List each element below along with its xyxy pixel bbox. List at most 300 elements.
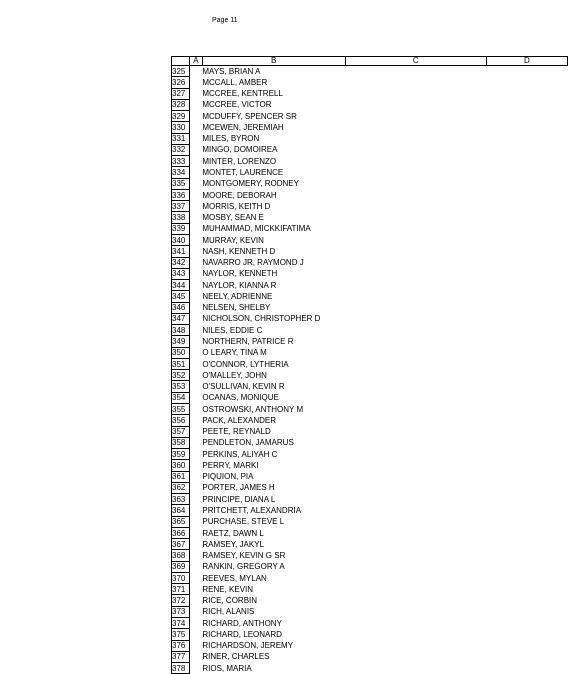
name-cell[interactable]: MCCALL, AMBER: [202, 77, 268, 87]
row-number[interactable]: 363: [172, 494, 190, 505]
cell-c[interactable]: [345, 516, 486, 527]
cell-a[interactable]: [189, 527, 202, 538]
name-cell[interactable]: NAYLOR, KIANNA R: [202, 280, 277, 290]
name-cell[interactable]: RANKIN, GREGORY A: [202, 562, 285, 572]
cell-d[interactable]: [486, 111, 567, 122]
cell-c[interactable]: [345, 539, 486, 550]
cell-d[interactable]: [486, 99, 567, 110]
name-cell[interactable]: RICHARD, LEONARD: [202, 629, 282, 639]
cell-a[interactable]: [189, 201, 202, 212]
name-cell[interactable]: OCANAS, MONIQUE: [202, 393, 279, 403]
cell-d[interactable]: [486, 122, 567, 133]
cell-c[interactable]: [345, 606, 486, 617]
row-number[interactable]: 371: [172, 584, 190, 595]
row-number[interactable]: 335: [172, 178, 190, 189]
name-cell[interactable]: MONTET, LAURENCE: [202, 168, 284, 178]
name-cell[interactable]: PACK, ALEXANDER: [202, 415, 277, 425]
cell-d[interactable]: [486, 325, 567, 336]
cell-c[interactable]: [345, 561, 486, 572]
name-cell[interactable]: PERRY, MARKI: [202, 460, 259, 470]
cell-c[interactable]: [345, 550, 486, 561]
row-number[interactable]: 374: [172, 618, 190, 629]
cell-c[interactable]: [345, 133, 486, 144]
table-row: [172, 358, 568, 369]
cell-d[interactable]: [486, 291, 567, 302]
cell-c[interactable]: [345, 234, 486, 245]
cell-c[interactable]: [345, 144, 486, 155]
row-number[interactable]: 353: [172, 381, 190, 392]
name-cell[interactable]: MCEWEN, JEREMIAH: [202, 122, 284, 132]
cell-c[interactable]: [345, 460, 486, 471]
table-row: [172, 381, 568, 392]
cell-a[interactable]: [189, 66, 202, 77]
table-row: [172, 584, 568, 595]
table-row: [172, 313, 568, 324]
table-row: [172, 99, 568, 110]
cell-d[interactable]: [486, 494, 567, 505]
column-header-a[interactable]: A: [189, 57, 202, 66]
cell-c[interactable]: [345, 280, 486, 291]
name-cell[interactable]: MORRIS, KEITH D: [202, 201, 271, 211]
cell-d[interactable]: [486, 313, 567, 324]
table-row: [172, 178, 568, 189]
name-cell[interactable]: NASH, KENNETH D: [202, 246, 276, 256]
cell-a[interactable]: [189, 381, 202, 392]
cell-d[interactable]: [486, 178, 567, 189]
cell-c[interactable]: [345, 494, 486, 505]
name-cell[interactable]: MCCREE, KENTRELL: [202, 89, 283, 99]
cell-a[interactable]: [189, 584, 202, 595]
cell-a[interactable]: [189, 77, 202, 88]
cell-c[interactable]: [345, 313, 486, 324]
row-number[interactable]: 327: [172, 88, 190, 99]
cell-a[interactable]: [189, 111, 202, 122]
cell-d[interactable]: [486, 392, 567, 403]
name-cell[interactable]: PORTER, JAMES H: [202, 483, 275, 493]
cell-c[interactable]: [345, 201, 486, 212]
name-cell[interactable]: O'MALLEY, JOHN: [202, 370, 267, 380]
cell-d[interactable]: [486, 651, 567, 662]
cell-c[interactable]: [345, 268, 486, 279]
table-row: [172, 133, 568, 144]
name-cell[interactable]: MOORE, DEBORAH: [202, 190, 277, 200]
cell-c[interactable]: [345, 505, 486, 516]
table-row: [172, 505, 568, 516]
table-row: [172, 426, 568, 437]
name-cell[interactable]: NICHOLSON, CHRISTOPHER D: [202, 314, 321, 324]
table-row: [172, 595, 568, 606]
cell-a[interactable]: [189, 291, 202, 302]
row-number[interactable]: 372: [172, 595, 190, 606]
row-number[interactable]: 356: [172, 415, 190, 426]
name-cell[interactable]: MAYS, BRIAN A: [202, 66, 261, 76]
cell-a[interactable]: [189, 482, 202, 493]
cell-a[interactable]: [189, 618, 202, 629]
cell-d[interactable]: [486, 460, 567, 471]
cell-c[interactable]: [345, 426, 486, 437]
row-number[interactable]: 361: [172, 471, 190, 482]
name-cell[interactable]: MOSBY, SEAN E: [202, 213, 265, 223]
table-row: [172, 539, 568, 550]
cell-c[interactable]: [345, 291, 486, 302]
row-number[interactable]: 334: [172, 167, 190, 178]
cell-a[interactable]: [189, 133, 202, 144]
cell-d[interactable]: [486, 358, 567, 369]
spreadsheet-table: [171, 56, 568, 674]
cell-a[interactable]: [189, 212, 202, 223]
row-number[interactable]: 367: [172, 539, 190, 550]
cell-d[interactable]: [486, 370, 567, 381]
cell-a[interactable]: [189, 606, 202, 617]
cell-c[interactable]: [345, 640, 486, 651]
row-number[interactable]: 325: [172, 66, 190, 77]
cell-c[interactable]: [345, 572, 486, 583]
name-cell[interactable]: NEELY, ADRIENNE: [202, 291, 273, 301]
name-cell[interactable]: RIOS, MARIA: [202, 663, 252, 673]
cell-a[interactable]: [189, 223, 202, 234]
table-row: [172, 651, 568, 662]
cell-c[interactable]: [345, 663, 486, 674]
cell-c[interactable]: [345, 167, 486, 178]
cell-d[interactable]: [486, 268, 567, 279]
row-number[interactable]: 332: [172, 144, 190, 155]
row-number[interactable]: 329: [172, 111, 190, 122]
row-number[interactable]: 328: [172, 99, 190, 110]
cell-a[interactable]: [189, 460, 202, 471]
cell-c[interactable]: [345, 223, 486, 234]
cell-d[interactable]: [486, 167, 567, 178]
cell-c[interactable]: [345, 392, 486, 403]
cell-c[interactable]: [345, 336, 486, 347]
cell-a[interactable]: [189, 189, 202, 200]
name-cell[interactable]: MUHAMMAD, MICKKIFATIMA: [202, 224, 311, 234]
cell-a[interactable]: [189, 167, 202, 178]
cell-d[interactable]: [486, 505, 567, 516]
cell-c[interactable]: [345, 325, 486, 336]
row-number[interactable]: 355: [172, 403, 190, 414]
name-cell[interactable]: RAETZ, DAWN L: [202, 528, 264, 538]
cell-a[interactable]: [189, 178, 202, 189]
table-row: [172, 527, 568, 538]
cell-a[interactable]: [189, 325, 202, 336]
cell-c[interactable]: [345, 99, 486, 110]
cell-c[interactable]: [345, 449, 486, 460]
cell-c[interactable]: [345, 584, 486, 595]
cell-d[interactable]: [486, 144, 567, 155]
cell-d[interactable]: [486, 415, 567, 426]
row-number[interactable]: 339: [172, 223, 190, 234]
cell-a[interactable]: [189, 629, 202, 640]
cell-a[interactable]: [189, 595, 202, 606]
cell-a[interactable]: [189, 516, 202, 527]
name-cell[interactable]: NORTHERN, PATRICE R: [202, 337, 294, 346]
table-row: [172, 156, 568, 167]
name-cell[interactable]: MILES, BYRON: [202, 134, 260, 144]
name-cell[interactable]: OSTROWSKI, ANTHONY M: [202, 404, 304, 414]
cell-c[interactable]: [345, 347, 486, 358]
cell-a[interactable]: [189, 144, 202, 155]
cell-a[interactable]: [189, 234, 202, 245]
cell-c[interactable]: [345, 471, 486, 482]
row-number[interactable]: 333: [172, 156, 190, 167]
cell-d[interactable]: [486, 426, 567, 437]
table-row: [172, 550, 568, 561]
cell-c[interactable]: [345, 415, 486, 426]
name-cell[interactable]: NAYLOR, KENNETH: [202, 269, 278, 279]
cell-a[interactable]: [189, 415, 202, 426]
cell-d[interactable]: [486, 449, 567, 460]
row-number[interactable]: 364: [172, 505, 190, 516]
cell-a[interactable]: [189, 505, 202, 516]
name-cell[interactable]: MINGO, DOMOIREA: [202, 145, 278, 155]
cell-a[interactable]: [189, 88, 202, 99]
cell-a[interactable]: [189, 494, 202, 505]
row-number[interactable]: 373: [172, 606, 190, 617]
name-cell[interactable]: O'CONNOR, LYTHERIA: [202, 359, 289, 369]
cell-c[interactable]: [345, 370, 486, 381]
cell-a[interactable]: [189, 471, 202, 482]
cell-a[interactable]: [189, 426, 202, 437]
row-number[interactable]: 344: [172, 280, 190, 291]
cell-a[interactable]: [189, 336, 202, 347]
cell-a[interactable]: [189, 640, 202, 651]
name-cell[interactable]: PIQUION, PIA: [202, 472, 254, 482]
cell-a[interactable]: [189, 302, 202, 313]
row-number[interactable]: 336: [172, 189, 190, 200]
cell-a[interactable]: [189, 246, 202, 257]
cell-a[interactable]: [189, 449, 202, 460]
cell-c[interactable]: [345, 212, 486, 223]
name-cell[interactable]: NELSEN, SHELBY: [202, 303, 271, 313]
cell-c[interactable]: [345, 437, 486, 448]
cell-a[interactable]: [189, 370, 202, 381]
row-number[interactable]: 338: [172, 212, 190, 223]
name-cell[interactable]: PEETE, REYNALD: [202, 427, 271, 437]
cell-d[interactable]: [486, 257, 567, 268]
cell-a[interactable]: [189, 392, 202, 403]
cell-c[interactable]: [345, 527, 486, 538]
cell-c[interactable]: [345, 88, 486, 99]
row-number[interactable]: 376: [172, 640, 190, 651]
row-number[interactable]: 341: [172, 246, 190, 257]
row-number[interactable]: 365: [172, 516, 190, 527]
cell-c[interactable]: [345, 629, 486, 640]
name-cell[interactable]: MCCREE, VICTOR: [202, 100, 272, 110]
cell-d[interactable]: [486, 201, 567, 212]
cell-a[interactable]: [189, 663, 202, 674]
row-number[interactable]: 368: [172, 550, 190, 561]
cell-c[interactable]: [345, 77, 486, 88]
cell-a[interactable]: [189, 572, 202, 583]
name-cell[interactable]: PURCHASE, STEVE L: [202, 517, 285, 527]
table-row: [172, 561, 568, 572]
cell-a[interactable]: [189, 313, 202, 324]
row-number[interactable]: 360: [172, 460, 190, 471]
cell-d[interactable]: [486, 336, 567, 347]
name-cell[interactable]: RAMSEY, JAKYL: [202, 539, 265, 549]
cell-c[interactable]: [345, 122, 486, 133]
row-number[interactable]: 349: [172, 336, 190, 347]
table-row: [172, 403, 568, 414]
sheet-body: [172, 66, 568, 674]
cell-c[interactable]: [345, 257, 486, 268]
cell-d[interactable]: [486, 539, 567, 550]
cell-c[interactable]: [345, 189, 486, 200]
row-number[interactable]: 345: [172, 291, 190, 302]
cell-d[interactable]: [486, 550, 567, 561]
name-cell[interactable]: NILES, EDDIE C: [202, 325, 263, 335]
cell-d[interactable]: [486, 640, 567, 651]
row-number[interactable]: 370: [172, 572, 190, 583]
cell-a[interactable]: [189, 156, 202, 167]
name-cell[interactable]: MINTER, LORENZO: [202, 156, 277, 166]
cell-d[interactable]: [486, 280, 567, 291]
name-cell[interactable]: O LEARY, TINA M: [202, 348, 267, 358]
row-number[interactable]: 348: [172, 325, 190, 336]
table-row: [172, 234, 568, 245]
name-cell[interactable]: RENE, KEVIN: [202, 584, 254, 594]
name-cell[interactable]: RICHARD, ANTHONY: [202, 618, 282, 628]
cell-d[interactable]: [486, 471, 567, 482]
cell-a[interactable]: [189, 257, 202, 268]
cell-a[interactable]: [189, 437, 202, 448]
cell-a[interactable]: [189, 550, 202, 561]
name-cell[interactable]: RICHARDSON, JEREMY: [202, 641, 294, 651]
cell-c[interactable]: [345, 381, 486, 392]
cell-a[interactable]: [189, 280, 202, 291]
cell-c[interactable]: [345, 246, 486, 257]
cell-d[interactable]: [486, 629, 567, 640]
cell-d[interactable]: [486, 527, 567, 538]
row-number[interactable]: 326: [172, 77, 190, 88]
cell-d[interactable]: [486, 133, 567, 144]
name-cell[interactable]: RICE, CORBIN: [202, 596, 258, 606]
row-number[interactable]: 347: [172, 313, 190, 324]
table-row: [172, 291, 568, 302]
cell-d[interactable]: [486, 212, 567, 223]
cell-c[interactable]: [345, 111, 486, 122]
cell-d[interactable]: [486, 381, 567, 392]
row-number[interactable]: 331: [172, 133, 190, 144]
table-row: [172, 268, 568, 279]
name-cell[interactable]: NAVARRO JR, RAYMOND J: [202, 258, 304, 268]
cell-d[interactable]: [486, 246, 567, 257]
row-number[interactable]: 369: [172, 561, 190, 572]
cell-a[interactable]: [189, 268, 202, 279]
cell-a[interactable]: [189, 561, 202, 572]
row-number[interactable]: 366: [172, 527, 190, 538]
row-number[interactable]: 337: [172, 201, 190, 212]
cell-d[interactable]: [486, 234, 567, 245]
row-number[interactable]: 377: [172, 651, 190, 662]
cell-c[interactable]: [345, 66, 486, 77]
column-header-d[interactable]: D: [486, 57, 567, 66]
cell-c[interactable]: [345, 482, 486, 493]
cell-c[interactable]: [345, 595, 486, 606]
cell-d[interactable]: [486, 77, 567, 88]
cell-c[interactable]: [345, 403, 486, 414]
table-row: [172, 494, 568, 505]
row-number[interactable]: 342: [172, 257, 190, 268]
cell-d[interactable]: [486, 561, 567, 572]
row-number[interactable]: 362: [172, 482, 190, 493]
name-cell[interactable]: RICH, ALANIS: [202, 607, 255, 617]
cell-d[interactable]: [486, 403, 567, 414]
row-number[interactable]: 358: [172, 437, 190, 448]
name-cell[interactable]: MURRAY, KEVIN: [202, 235, 264, 245]
cell-d[interactable]: [486, 189, 567, 200]
row-number[interactable]: 343: [172, 268, 190, 279]
row-number[interactable]: 330: [172, 122, 190, 133]
name-cell[interactable]: PENDLETON, JAMARUS: [202, 438, 294, 448]
row-number[interactable]: 354: [172, 392, 190, 403]
cell-d[interactable]: [486, 437, 567, 448]
cell-d[interactable]: [486, 516, 567, 527]
cell-c[interactable]: [345, 618, 486, 629]
row-number[interactable]: 351: [172, 358, 190, 369]
cell-a[interactable]: [189, 651, 202, 662]
cell-c[interactable]: [345, 302, 486, 313]
cell-a[interactable]: [189, 358, 202, 369]
cell-d[interactable]: [486, 347, 567, 358]
cell-a[interactable]: [189, 539, 202, 550]
row-number[interactable]: 346: [172, 302, 190, 313]
cell-d[interactable]: [486, 618, 567, 629]
name-cell[interactable]: O'SULLIVAN, KEVIN R: [202, 382, 285, 392]
name-cell[interactable]: PRINCIPE, DIANA L: [202, 494, 276, 504]
table-row: [172, 663, 568, 674]
name-cell[interactable]: PERKINS, ALIYAH C: [202, 449, 278, 459]
cell-a[interactable]: [189, 122, 202, 133]
cell-d[interactable]: [486, 663, 567, 674]
row-number[interactable]: 357: [172, 426, 190, 437]
cell-a[interactable]: [189, 347, 202, 358]
row-number[interactable]: 375: [172, 629, 190, 640]
cell-d[interactable]: [486, 572, 567, 583]
cell-d[interactable]: [486, 156, 567, 167]
name-cell[interactable]: MCDUFFY, SPENCER SR: [202, 111, 297, 121]
cell-c[interactable]: [345, 358, 486, 369]
name-cell[interactable]: RINER, CHARLES: [202, 652, 270, 662]
cell-d[interactable]: [486, 482, 567, 493]
cell-d[interactable]: [486, 595, 567, 606]
name-cell[interactable]: RAMSEY, KEVIN G SR: [202, 551, 286, 561]
column-header-b[interactable]: B: [202, 57, 345, 66]
cell-d[interactable]: [486, 223, 567, 234]
cell-d[interactable]: [486, 302, 567, 313]
row-number[interactable]: 352: [172, 370, 190, 381]
name-cell[interactable]: MONTGOMERY, RODNEY: [202, 179, 299, 189]
table-row: [172, 257, 568, 268]
cell-d[interactable]: [486, 606, 567, 617]
row-number[interactable]: 350: [172, 347, 190, 358]
cell-d[interactable]: [486, 66, 567, 77]
cell-a[interactable]: [189, 403, 202, 414]
row-number[interactable]: 340: [172, 234, 190, 245]
cell-c[interactable]: [345, 178, 486, 189]
row-number[interactable]: 378: [172, 663, 190, 674]
table-row: [172, 370, 568, 381]
name-cell[interactable]: REEVES, MYLAN: [202, 573, 267, 583]
cell-c[interactable]: [345, 156, 486, 167]
cell-d[interactable]: [486, 584, 567, 595]
name-cell[interactable]: PRITCHETT, ALEXANDRIA: [202, 505, 302, 515]
cell-c[interactable]: [345, 651, 486, 662]
cell-a[interactable]: [189, 99, 202, 110]
row-number[interactable]: 359: [172, 449, 190, 460]
column-header-c[interactable]: C: [345, 57, 486, 66]
cell-d[interactable]: [486, 88, 567, 99]
